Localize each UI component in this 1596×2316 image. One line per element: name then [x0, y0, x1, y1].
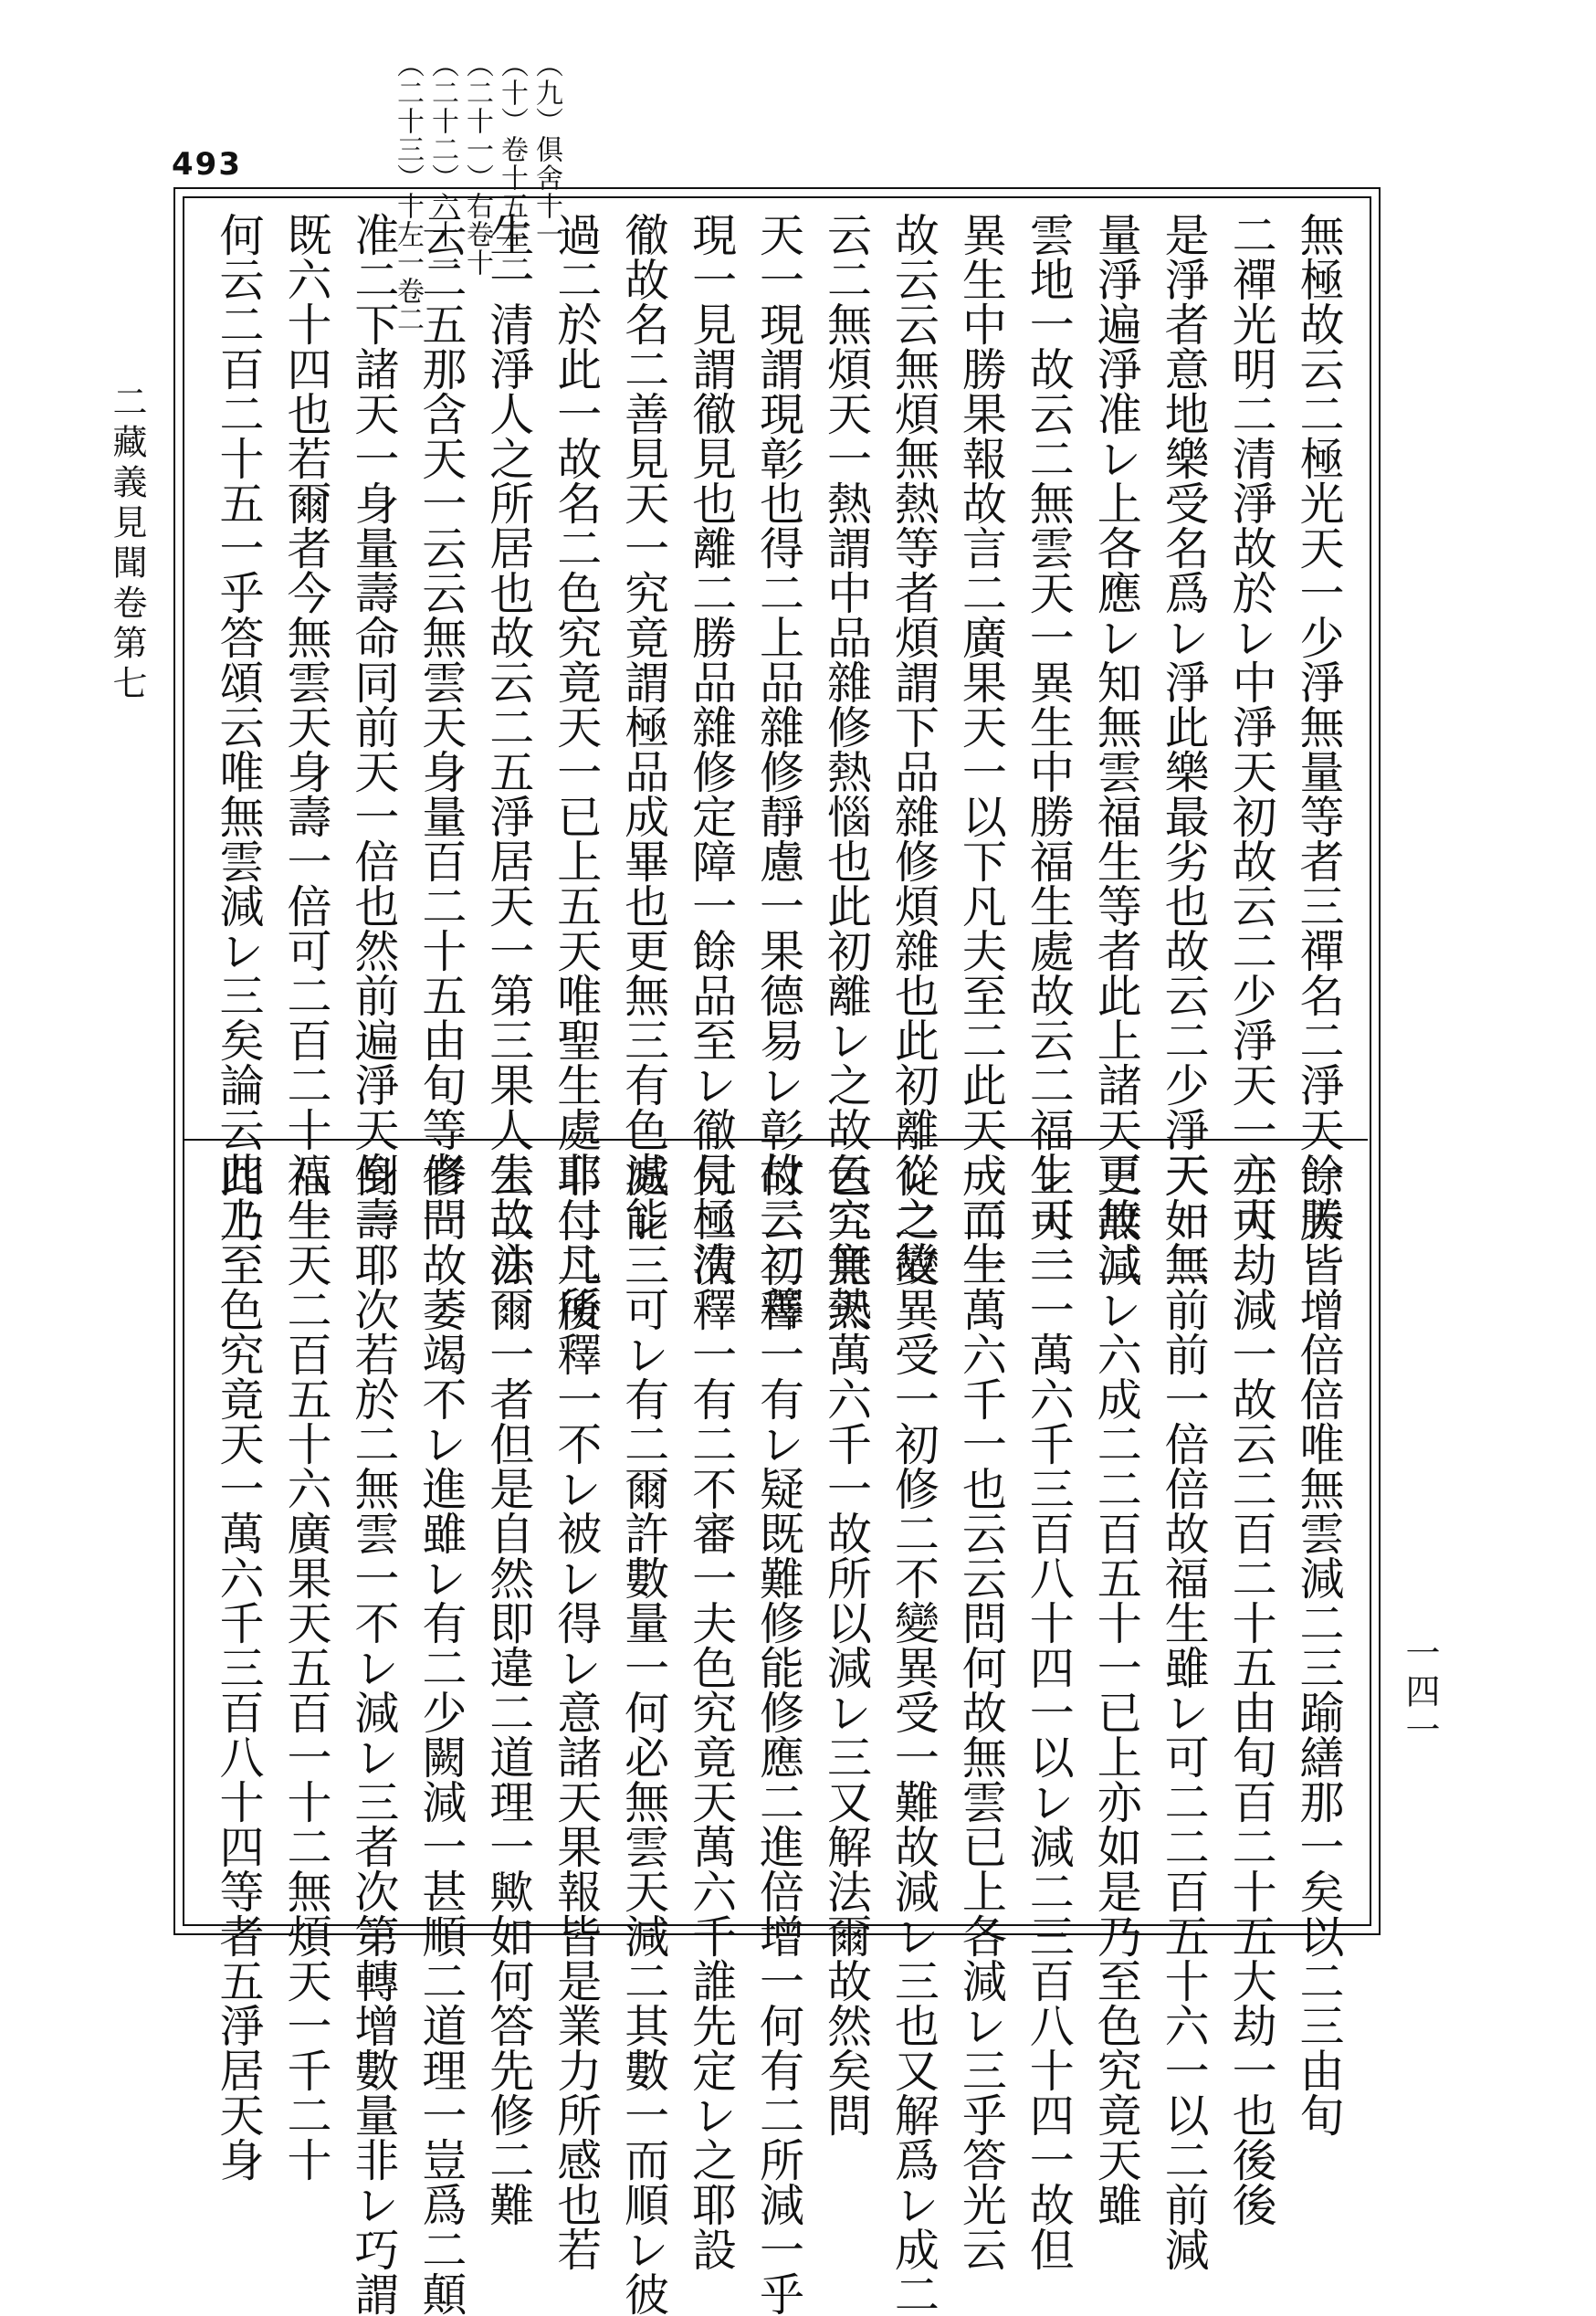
running-title: 二藏義見聞卷第七 [107, 384, 147, 705]
text-column: 天如二前前一倍倍故福生雖レ可二二百五十六一以二前減 [1158, 1153, 1211, 2271]
text-column: 色究竟天萬六千一故所以減レ三又解法爾故然矣問 [820, 1153, 873, 2137]
header-notes [288, 50, 562, 333]
text-column: 倒一耶次若於二無雲一不レ減レ三者次第轉增數量非レ巧謂 [347, 1153, 400, 2316]
header-note: （九）俱舍十一 [530, 50, 562, 248]
lower-register [210, 1153, 1347, 2316]
text-column: 減レ三可レ有二爾許數量一何必無雲天減二其數一而順レ彼 [617, 1153, 670, 2316]
page-number: 493 [172, 146, 242, 183]
header-note: （十）卷十五左一 [496, 50, 528, 277]
header-note: （二十一）右卷十 [461, 50, 493, 277]
text-column: 云二五那含天一云云無雲天身量百二十五由旬等者問 [415, 212, 467, 1241]
text-column: 現一見謂徹見也離二勝品雜修定障一餘品至レ徹見極清 [685, 212, 738, 1286]
text-column: レ可二一萬六千三百八十四一以レ減二三百八十四一故但 [1023, 1153, 1076, 2271]
text-column: 量淨遍淨准レ上各應レ知無雲福生等者此上諸天更無二 [1090, 212, 1143, 1286]
text-column: 徹故名二善見天一究竟謂極品成畢也更無三有色處能 [617, 212, 670, 1241]
text-column: 三故減レ六成二二百五十一已上亦如是乃至色究竟天雖 [1090, 1153, 1143, 2227]
text-column: 四乃至色究竟天一萬六千三百八十四等者五淨居天身 [213, 1153, 265, 2182]
header-note: （二十二）六十一 [426, 50, 458, 277]
folio-number: 一四一 [1400, 1635, 1440, 1750]
text-column: 從二變異受一初修二不變異受一難故減レ三也又解爲レ成二 [887, 1153, 940, 2316]
text-column: 准二下諸天一身量壽命同前天一倍也然前遍淨天身壽 [347, 212, 400, 1241]
text-column: 云二無煩天一熱謂中品雜修熱惱也此初離レ之故云二無熱 [820, 212, 873, 1331]
header-note: （二十三）十左一卷二 [392, 50, 424, 333]
text-column: 天一現謂現彰也得二上品雜修靜慮一果德易レ彰故云二善 [752, 212, 805, 1331]
upper-register [210, 212, 1347, 1331]
text-column: 異生中勝果報故言二廣果天一以下凡夫至二此天一而生 [955, 212, 1008, 1286]
text-column: 耶付二後釋一不レ被レ得レ意諸天果報皆是業力所感也若 [550, 1153, 603, 2271]
text-column: 生一清淨人之所居也故云二五淨居天一第三果人生故亦 [482, 212, 535, 1286]
text-column: 餘天皆增倍倍唯無雲減二三踰繕那一矣以二三由旬 [1293, 1153, 1345, 2137]
text-column: 無極故云二極光天一少淨無量等者三禪名二淨天一勝 [1293, 212, 1345, 1241]
text-column: 福生天二百五十六廣果天五百一十二無煩天一千二十 [279, 1153, 332, 2182]
text-column: 是淨者意地樂受名爲レ淨此樂最劣也故云二少淨天一無 [1158, 212, 1211, 1286]
text-column: 云二法爾一者但是自然即違二道理一歟如何答先修二難 [482, 1153, 535, 2227]
text-column: 過二於此一故名二色究竟天一已上五天唯聖生處非二凡所 [550, 212, 603, 1331]
text-column: 故云云無煩無熱等者煩謂下品雜修煩雜也此初離レ之故 [887, 212, 940, 1286]
text-column: 雲地一故云二無雲天一異生中勝福生處故云二福生天一 [1023, 212, 1076, 1286]
text-column: 何云二百二十五一乎答頌云唯無雲減レ三矣論云此上 [213, 212, 265, 1241]
text-column: 付二次釋一有二不審一夫色究竟天萬六千誰先定レ之耶設 [685, 1153, 738, 2271]
text-column: 修一故萎竭不レ進雖レ有二少闕減一甚順二道理一豈爲二顛 [415, 1153, 467, 2316]
text-column: 三大劫減一故云二百二十五由旬百二十五大劫一也後後 [1225, 1153, 1278, 2227]
text-column: 付二初釋一有レ疑既難修能修應二進倍增一何有二所減一乎 [752, 1153, 805, 2316]
text-column: 既六十四也若爾者今無雲天身壽一倍可二百二十八一 [279, 212, 332, 1241]
text-column: 成二一萬六千一也云云問何故無雲已上各減レ三乎答光云 [955, 1153, 1008, 2271]
text-column: 二禪光明二清淨故於レ中淨天初故云二少淨天一亦可 [1225, 212, 1278, 1241]
